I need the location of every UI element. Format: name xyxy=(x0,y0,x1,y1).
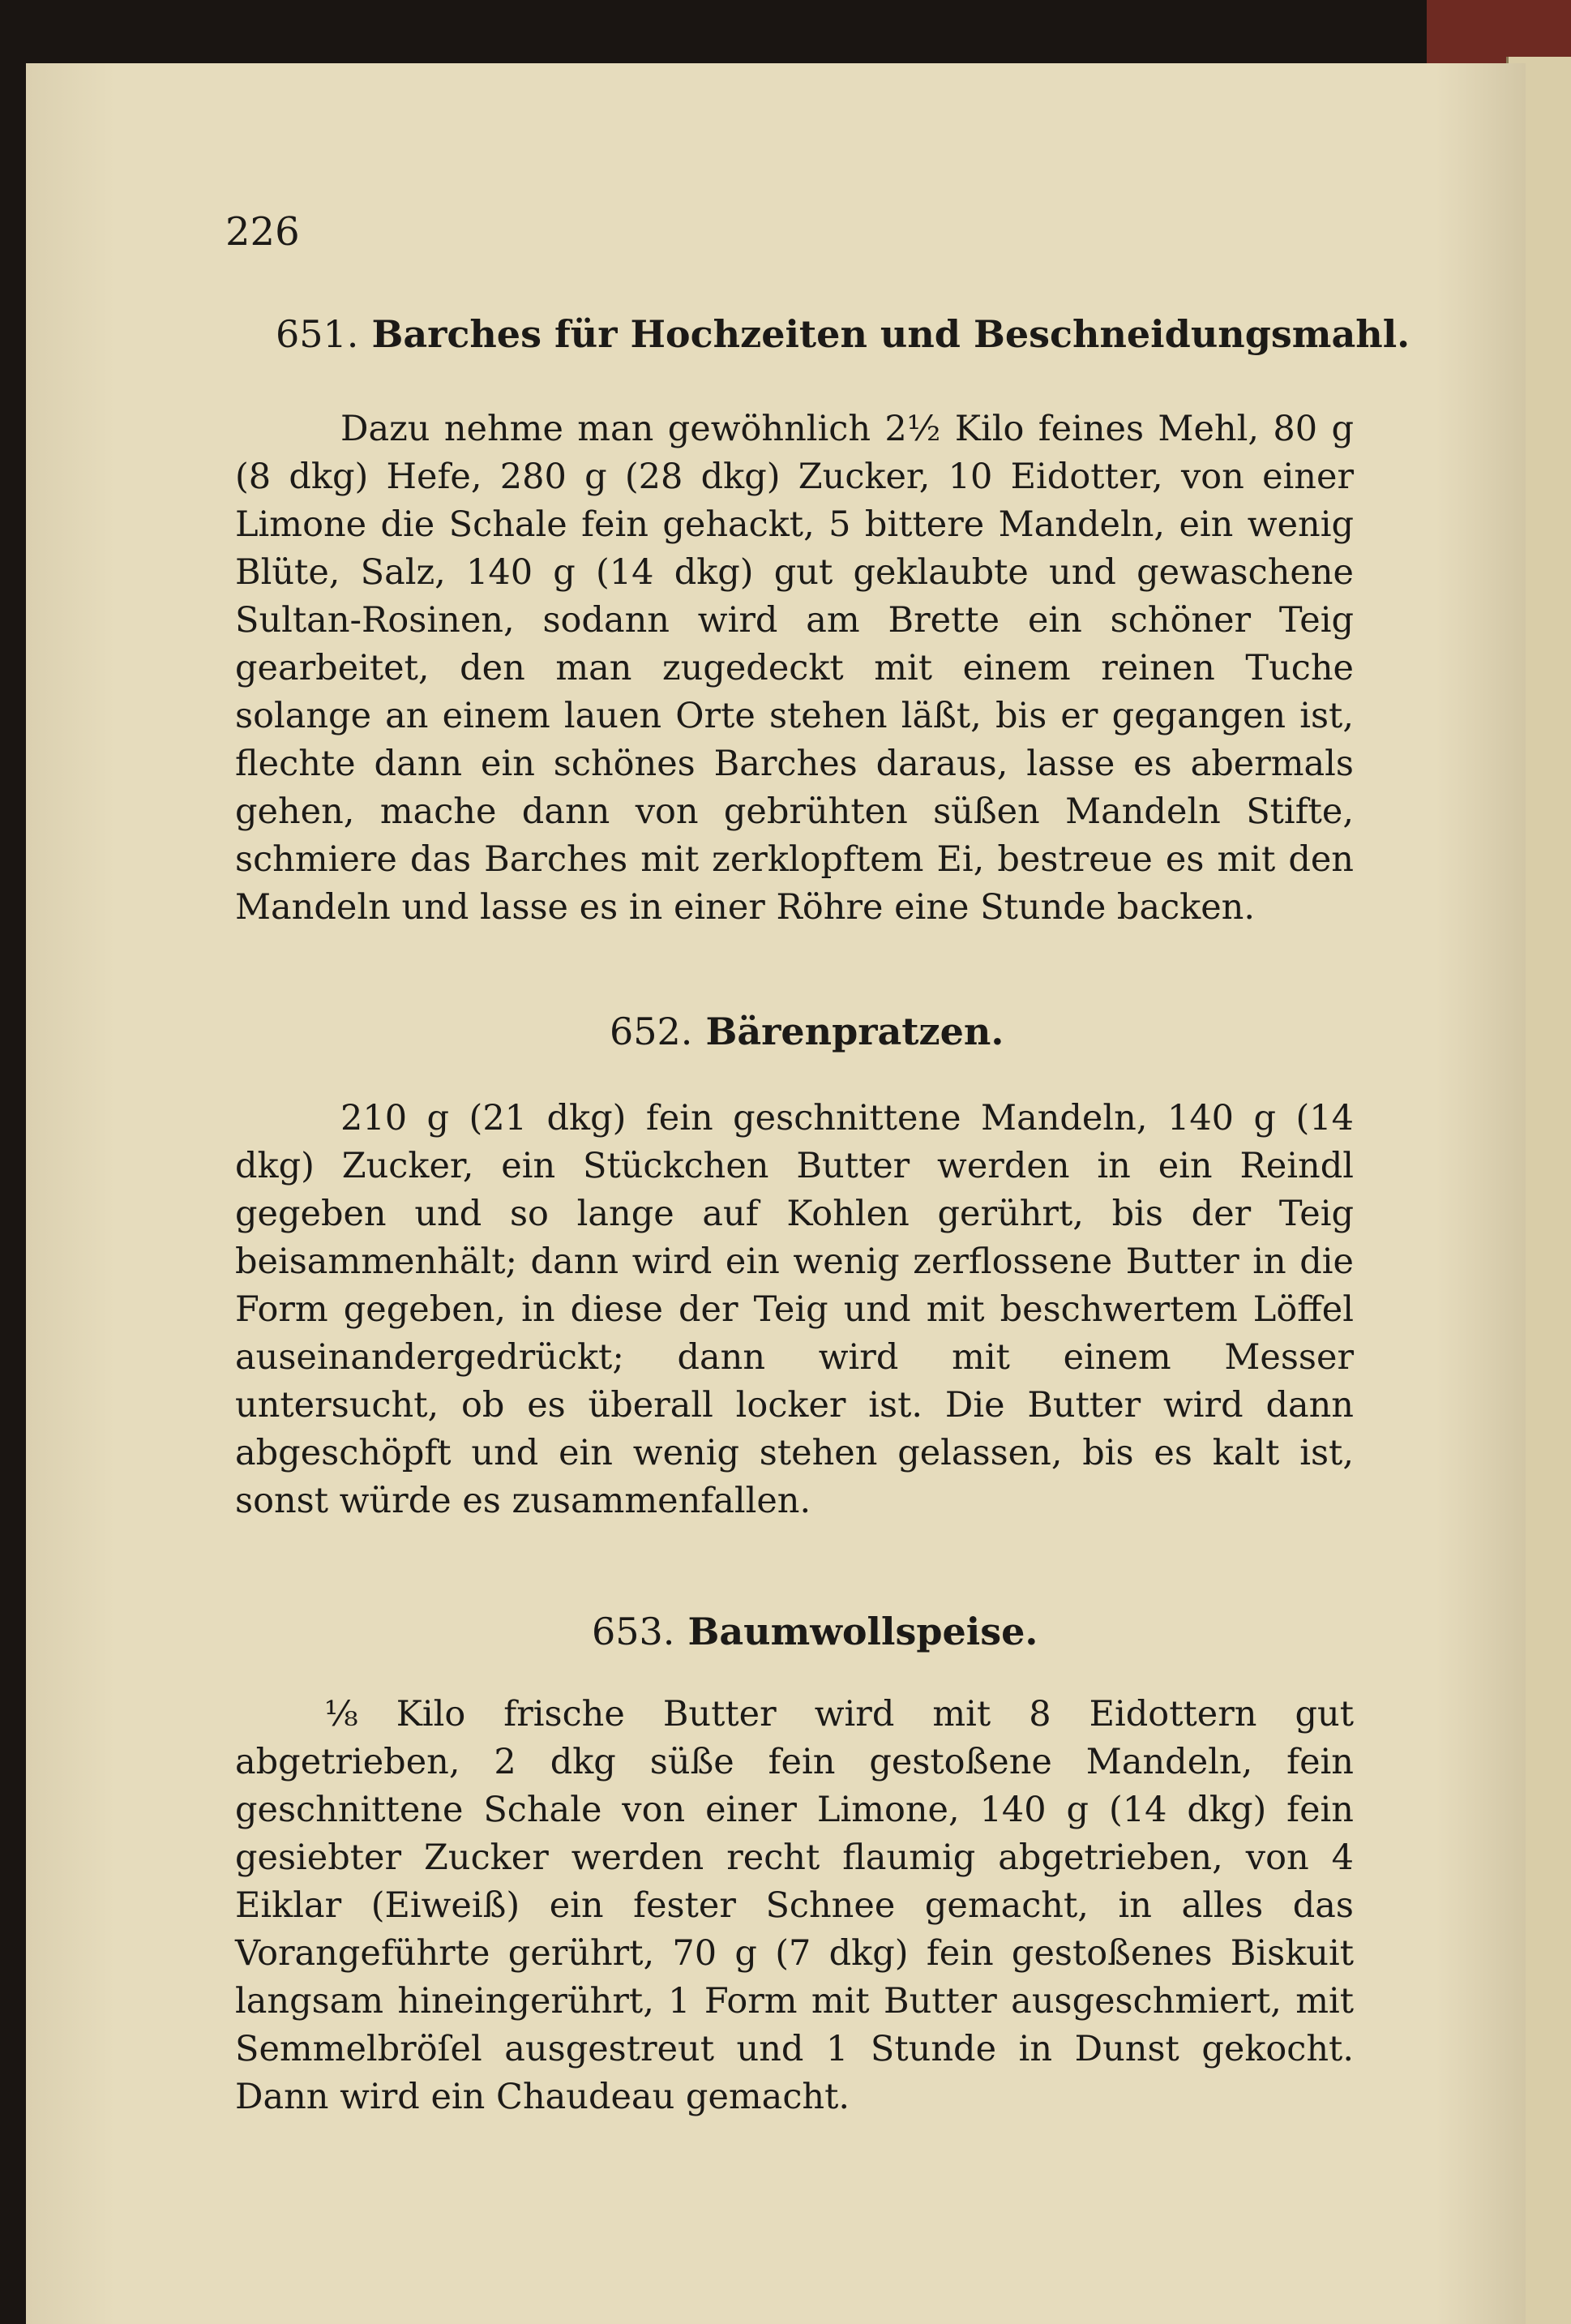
recipe-653-text: ⅛ Kilo frische Butter wird mit 8 Eidottern gut abgetrieben, 2 dkg süße fein gestoßene Mandeln, fein geschnittene Schale von einer Limone, 140 g (14 dkg) fein gesiebter Zucker werden recht flaumig abgetrieben, von 4 Eiklar (Eiweiß) ein fester Schnee gemacht, in alles das Vorangeführte gerührt, 70 g (7 dkg) fein gestoßenes Biskuit langsam hineingerührt, 1 Form mit Butter ausgeschmiert, mit Semmelbröſel ausgestreut und 1 Stunde in Dunst gekocht. Dann wird ein Chaudeau gemacht. xyxy=(235,1694,1354,2117)
recipe-652-text: 210 g (21 dkg) fein geschnittene Mandeln, 140 g (14 dkg) Zucker, ein Stückchen Butter werden in ein Reindl gegeben und so lange auf Kohlen gerührt, bis der Teig beisammenhält; dann wird ein wenig zerflossene Butter in die Form gegeben, in diese der Teig und mit beschwertem Löffel auseinandergedrückt; dann wird mit einem Messer untersucht, ob es überall locker ist. Die Butter wird dann abgeschöpft und ein wenig stehen gelassen, bis es kalt ist, sonst würde es zusammenfallen. xyxy=(235,1098,1354,1521)
page-number: 226 xyxy=(225,209,300,255)
recipe-651-title: Barches für Hochzeiten und Beschneidungsmahl. xyxy=(371,312,1410,356)
recipe-651-number: 651. xyxy=(276,312,359,356)
recipe-651-text: Dazu nehme man gewöhnlich 2½ Kilo feines Mehl, 80 g (8 dkg) Hefe, 280 g (28 dkg) Zucker, 10 Eidotter, von einer Limone die Schale fein gehackt, 5 bittere Mandeln, ein wenig Blüte, Salz, 140 g (14 dkg) gut geklaubte und gewaschene Sultan-Rosinen, sodann wird am Brette ein schöner Teig gearbeitet, den man zugedeckt mit einem reinen Tuche solange an einem lauen Orte stehen läßt, bis er gegangen ist, flechte dann ein schönes Barches daraus, lasse es abermals gehen, mache dann von gebrühten süßen Mandeln Stifte, schmiere das Barches mit zerklopftem Ei, bestreue es mit den Mandeln und lasse es in einer Röhre eine Stunde backen. xyxy=(235,409,1354,928)
book-cover-edge xyxy=(1427,0,1571,63)
recipe-652-heading xyxy=(610,1010,1004,1053)
recipe-652-number: 652. xyxy=(610,1010,693,1053)
recipe-652-title: Bärenpratzen. xyxy=(705,1010,1004,1053)
recipe-653-number: 653. xyxy=(592,1610,675,1653)
recipe-651-heading xyxy=(276,312,1410,356)
recipe-653-heading xyxy=(592,1610,1038,1653)
recipe-653-title: Baumwollspeise. xyxy=(687,1610,1038,1653)
